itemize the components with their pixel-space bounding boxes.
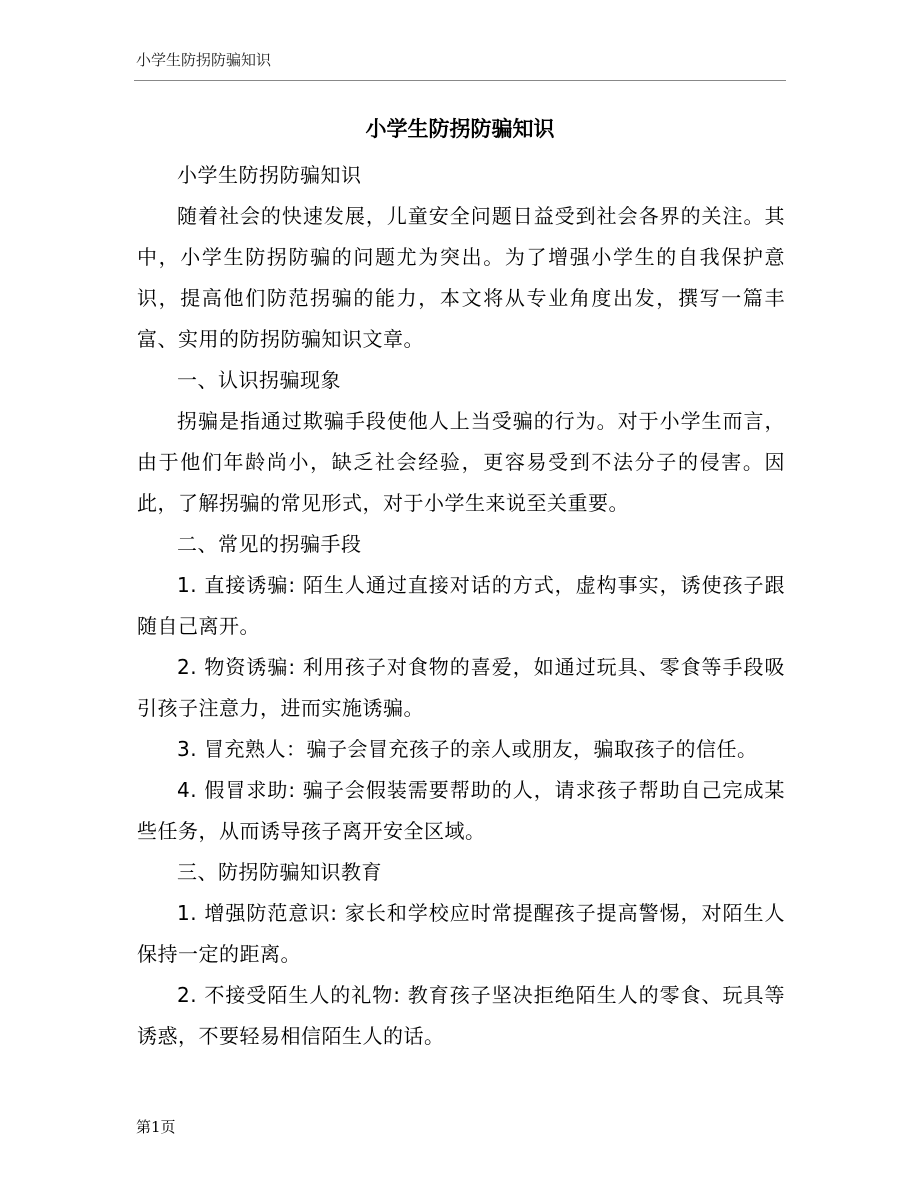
document-body [137,155,785,1057]
list-item: 1. 增强防范意识: 家长和学校应时常提醒孩子提高警惕，对陌生人保持一定的距离。 [137,901,785,966]
section-heading: 一、认识拐骗现象 [177,368,341,392]
list-item: 4. 假冒求助: 骗子会假装需要帮助的人，请求孩子帮助自己完成某些任务，从而诱导孩子离开安全区域。 [137,778,785,843]
paragraph: 随着社会的快速发展，儿童安全问题日益受到社会各界的关注。其中，小学生防拐防骗的问题尤为突出。为了增强小学生的自我保护意识，提高他们防范拐骗的能力，本文将从专业角度出发，撰写一篇丰富、实用的防拐防骗知识文章。 [137,204,785,351]
list-item: 1. 直接诱骗: 陌生人通过直接对话的方式，虚构事实，诱使孩子跟随自己离开。 [137,573,785,638]
paragraph: 拐骗是指通过欺骗手段使他人上当受骗的行为。对于小学生而言，由于他们年龄尚小，缺乏社会经验，更容易受到不法分子的侵害。因此，了解拐骗的常见形式，对于小学生来说至关重要。 [137,409,785,515]
list-item: 3. 冒充熟人：骗子会冒充孩子的亲人或朋友，骗取孩子的信任。 [177,737,758,761]
section-heading: 三、防拐防骗知识教育 [177,860,382,884]
list-item: 2. 不接受陌生人的礼物: 教育孩子坚决拒绝陌生人的零食、玩具等诱惑，不要轻易相信陌生人的话。 [137,983,785,1048]
document-title: 小学生防拐防骗知识 [365,117,555,141]
running-header: 小学生防拐防骗知识 [136,51,272,69]
paragraph: 小学生防拐防骗知识 [177,163,362,187]
list-item: 2. 物资诱骗: 利用孩子对食物的喜爱，如通过玩具、零食等手段吸引孩子注意力，进而实施诱骗。 [137,655,785,720]
section-heading: 二、常见的拐骗手段 [177,532,362,556]
header-divider [134,80,786,81]
page-number: 第1页 [136,1118,176,1136]
